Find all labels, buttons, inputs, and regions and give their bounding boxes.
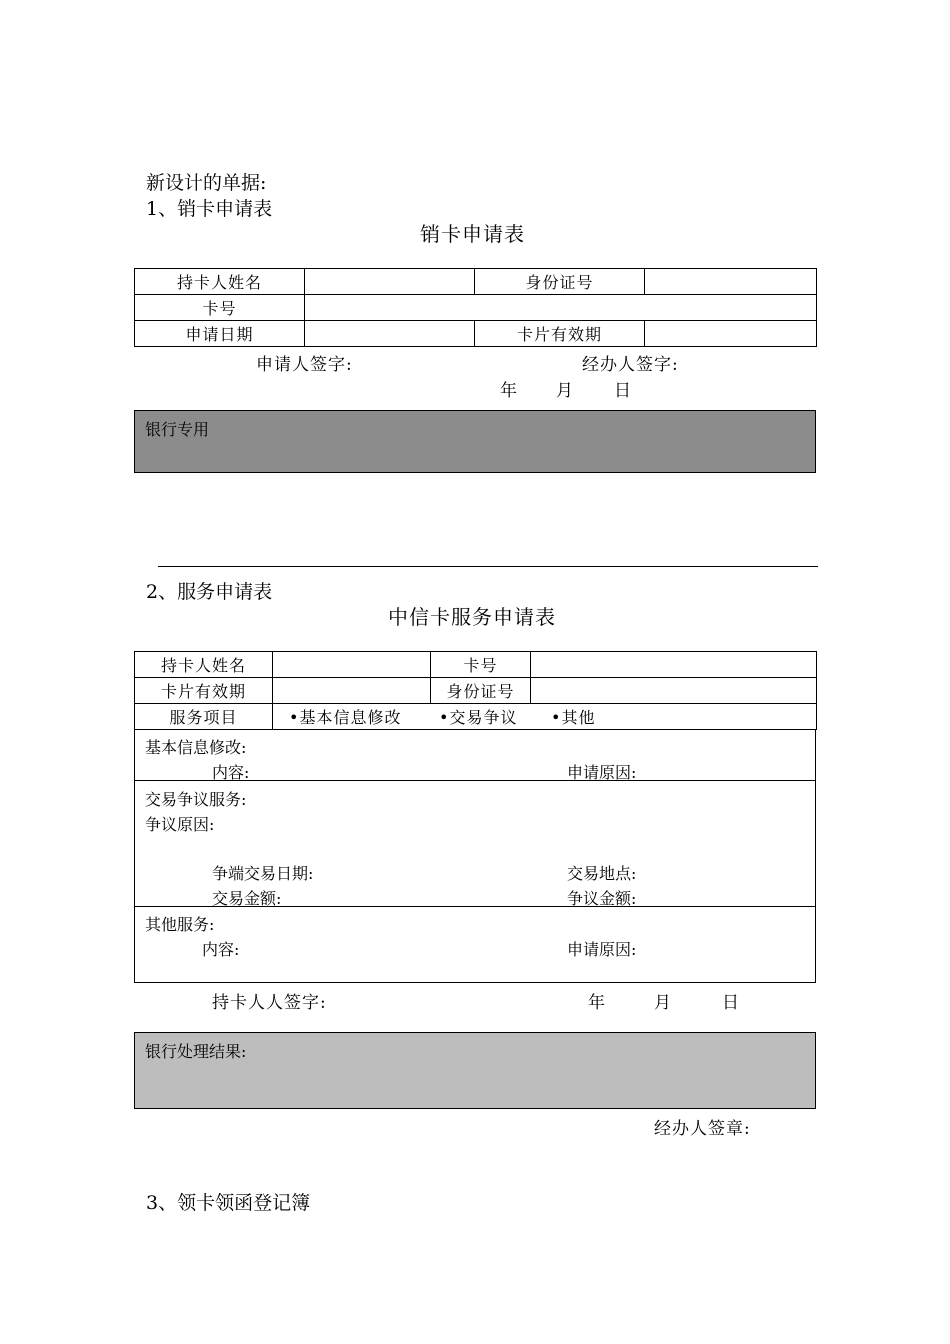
dispute-amount: 交易金额: [212, 889, 282, 908]
id-number-label: 身份证号 [475, 269, 645, 295]
other-reason: 申请原因: [567, 940, 637, 959]
date-day: 日 [614, 381, 631, 401]
holder-name-field[interactable] [305, 269, 475, 295]
card-number-field[interactable] [305, 295, 817, 321]
other-section [134, 907, 816, 983]
card-expiry-field[interactable] [645, 321, 817, 347]
bank-use-box [134, 410, 816, 473]
s2-card-expiry-label: 卡片有效期 [135, 678, 273, 704]
section2-heading: 2、服务申请表 [146, 581, 273, 603]
dispute-reason: 争议原因: [145, 815, 215, 834]
bank-result-label: 银行处理结果: [145, 1042, 247, 1061]
option-basic-info[interactable]: •基本信息修改 [289, 708, 402, 727]
dispute-section [134, 781, 816, 907]
bank-result-box [134, 1032, 816, 1109]
service-items-label: 服务项目 [135, 704, 273, 730]
dispute-place: 交易地点: [567, 864, 637, 883]
s2-id-number-label: 身份证号 [431, 678, 531, 704]
holder-signature: 持卡人人签字: [212, 993, 327, 1013]
service-options [273, 704, 817, 730]
handler-signature: 经办人签字: [582, 355, 679, 375]
s2-card-number-label: 卡号 [431, 652, 531, 678]
basic-info-title: 基本信息修改: [145, 738, 247, 757]
dispute-title: 交易争议服务: [145, 790, 247, 809]
basic-info-content: 内容: [212, 763, 250, 782]
section1-heading: 1、销卡申请表 [146, 198, 273, 220]
basic-info-reason: 申请原因: [567, 763, 637, 782]
s2-card-number-field[interactable] [531, 652, 817, 678]
date-year: 年 [500, 381, 517, 401]
id-number-field[interactable] [645, 269, 817, 295]
s2-holder-name-field[interactable] [273, 652, 431, 678]
other-content: 内容: [202, 940, 240, 959]
applicant-signature: 申请人签字: [256, 355, 353, 375]
intro-text: 新设计的单据: [146, 172, 267, 194]
s2-date-month: 月 [654, 993, 671, 1013]
cancel-card-form [134, 268, 817, 347]
card-expiry-label: 卡片有效期 [475, 321, 645, 347]
divider [158, 566, 818, 567]
card-number-label: 卡号 [135, 295, 305, 321]
dispute-date: 争端交易日期: [212, 864, 314, 883]
service-form [134, 651, 817, 730]
date-month: 月 [556, 381, 573, 401]
s2-id-number-field[interactable] [531, 678, 817, 704]
basic-info-section [134, 729, 816, 781]
option-other[interactable]: •其他 [551, 708, 596, 727]
apply-date-label: 申请日期 [135, 321, 305, 347]
section2-title: 中信卡服务申请表 [388, 605, 556, 629]
section3-heading: 3、领卡领函登记簿 [146, 1192, 311, 1214]
s2-holder-name-label: 持卡人姓名 [135, 652, 273, 678]
s2-date-year: 年 [588, 993, 605, 1013]
dispute-disputed-amount: 争议金额: [567, 889, 637, 908]
s2-date-day: 日 [722, 993, 739, 1013]
apply-date-field[interactable] [305, 321, 475, 347]
bank-use-label: 银行专用 [145, 420, 210, 439]
s2-card-expiry-field[interactable] [273, 678, 431, 704]
holder-name-label: 持卡人姓名 [135, 269, 305, 295]
section1-title: 销卡申请表 [420, 222, 525, 246]
handler-stamp: 经办人签章: [654, 1119, 751, 1139]
option-dispute[interactable]: •交易争议 [439, 708, 518, 727]
other-title: 其他服务: [145, 915, 215, 934]
